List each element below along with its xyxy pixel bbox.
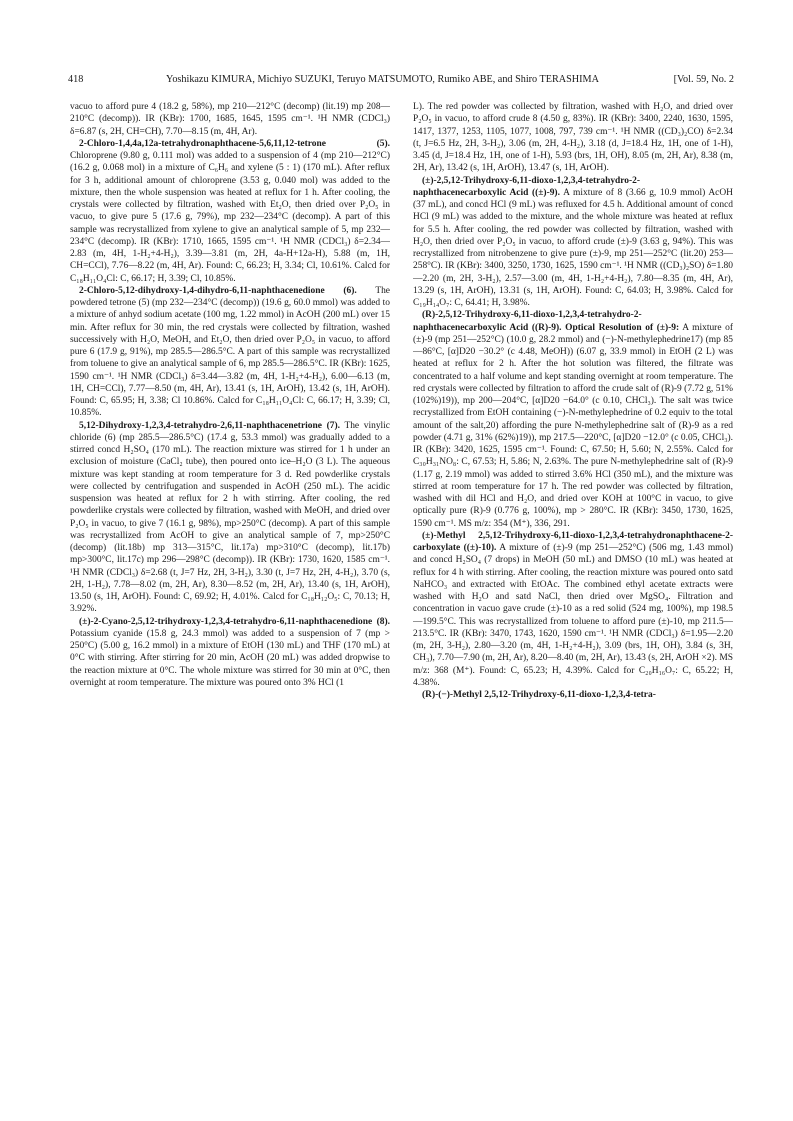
procedure-text: Chloroprene (9.80 g, 0.111 mol) was added to a suspension of 4 (mp 210—212°C) (16.2 g, 0.068 mol) in a mixture of C₆H₆ and xylene (5 : 1) (170 mL). After reflux for 3 h, additional amount of chloroprene (3.53 g, 0.040 mol) was added to the mixture, then the whole suspension was heated at reflux for 1 h. After cooling, the crystals were collected by filtration, washed with Et₂O, then dried over P₂O₅ in vacuo, to give pure 5 (17.6 g, 79%), mp 232—234°C (decomp). A part of this sample was recrystallized from xylene to give an analytical sample of 5, mp 232—234°C (decomp). IR (KBr): 1710, 1665, 1595 cm⁻¹. ¹H NMR (CDCl₃) δ=2.34—2.83 (m, 4H, 1-H₂+4-H₂), 3.39—3.81 (m, 2H, 4a-H+12a-H), 5.88 (m, 1H, CH=CCl), 7.76—8.22 (m, 4H, Ar). Found: C, 66.23; H, 3.34; Cl, 10.61%. Calcd for C₁₈H₁₁O₄Cl: C, 66.17; H, 3.39; Cl, 10.85%. (70, 151, 390, 284)
procedure-paragraph (413, 309, 733, 530)
procedure-text: A mixture of (±)-9 (mp 251—252°C) (506 mg, 1.43 mmol) and concd H₂SO₄ (7 drops) in MeOH (50 mL) and DMSO (10 mL) was heated at reflux for 4 h with stirring. After cooling, the reaction mixture was poured onto satd NaHCO₃ and extracted with EtOAc. The combined ethyl acetate extracts were washed with H₂O and satd NaCl, then dried over MgSO₄. Filtration and concentration in vacuo gave crude (±)-10 as a red solid (524 mg, 100%), mp 198.5—199.5°C. This was recrystallized from toluene to afford pure (±)-10, mp 211.5—213.5°C. IR (KBr): 3470, 1743, 1620, 1590 cm⁻¹. ¹H NMR (CDCl₃) δ=1.95—2.20 (m, 2H, 3-H₂), 2.80—3.20 (m, 4H, 1-H₂+4-H₂), 3.09 (brs, 1H, OH), 3.84 (s, 3H, CH₃), 7.70—7.90 (m, 2H, Ar), 8.20—8.40 (m, 2H, Ar), 13.43 (s, 2H, ArOH ×2). MS m/z: 368 (M⁺). Found: C, 65.23; H, 4.39%. Calcd for C₂₀H₁₆O₇: C, 65.22; H, 4.38%. (413, 543, 733, 688)
right-column (413, 101, 733, 1106)
compound-heading: (±)-Methyl 2,5,12-Trihydroxy-6,11-dioxo-1,2,3,4-tetrahydronaphthacene-2-carboxylate ((±)-10). (413, 530, 733, 553)
procedure-text: A mixture of (±)-9 (mp 251—252°C) (10.0 g, 28.2 mmol) and (−)-N-methylephedrine17) (mp 85—86°C, [α]D20 −30.2° (c 4.48, MeOH)) (6.07 g, 33.9 mmol) in EtOH (2 L) was heated at reflux for 2 h. After the hot solution was filtered, the filtrate was concentrated to a half volume and kept standing overnight at room temperature. The red crystals were collected by filtration to afford the crude salt of (R)-9 (7.72 g, 51% (102%)19)), mp 200—204°C, [α]D20 −64.0° (c 0.10, CHCl₃). The salt was twice recrystallized from EtOH containing (−)-N-methylephedrine of 0.2 equiv to the total amount of the salt,20) affording the pure N-methylephedrine salt of (R)-9 as a red powder (4.71 g, 31% (62%)19)), mp 217.5—220°C, [α]D20 −12.0° (c 0.05, CHCl₃). IR (KBr): 3420, 1625, 1595 cm⁻¹. Found: C, 67.50; H, 5.60; N, 2.55%. Calcd for C₃₀H₃₁NO₈: C, 67.53; H, 5.86; N, 2.63%. The pure N-methylephedrine salt of (R)-9 (1.17 g, 2.19 mmol) was added to stirred 3.6% HCl (350 mL), and the mixture was stirred at room temperature for 17 h. The red powder was collected by filtration, washed with dil HCl and H₂O, and dried over KOH at 100°C in vacuo, to give optically pure (R)-9 (0.776 g, 100%), mp > 280°C. IR (KBr): 3450, 1730, 1625, 1590 cm⁻¹. MS m/z: 354 (M⁺), 336, 291. (413, 322, 733, 529)
procedure-paragraph (413, 530, 733, 689)
compound-heading: (R)-2,5,12-Trihydroxy-6,11-dioxo-1,2,3,4-tetrahydro-2-naphthacenecarboxylic Acid ((R)-9). (413, 310, 642, 333)
page-number: 418 (68, 74, 84, 85)
compound-heading: (±)-2,5,12-Trihydroxy-6,11-dioxo-1,2,3,4-tetrahydro-2-naphthacenecarboxylic Acid ((±)-9). (413, 175, 641, 198)
compound-heading: 2-Chloro-1,4,4a,12a-tetrahydronaphthacene-5,6,11,12-tetrone (5). (79, 138, 390, 149)
procedure-text: A mixture of 8 (3.66 g, 10.9 mmol) AcOH (37 mL), and concd HCl (9 mL) was refluxed for 4.5 h. Additional amount of concd HCl (9 mL) was added to the mixture, and the whole mixture was heated at reflux for 5.5 h. After cooling, the red powder was collected by filtration, washed with H₂O, then dried over P₂O₅ in vacuo, to afford crude (±)-9 (3.63 g, 94%). This was recrystallized from nitrobenzene to give pure (±)-9, mp 251—252°C (lit.20) 253—258°C). IR (KBr): 3400, 3250, 1730, 1625, 1590 cm⁻¹. ¹H NMR ((CD₃)₂SO) δ=1.80—2.20 (m, 2H, 3-H₂), 2.57—3.00 (m, 4H, 1-H₂+4-H₂), 7.80—8.35 (m, 4H, Ar), 13.29 (s, 1H, ArOH), 13.31 (s, 1H, ArOH). Found: C, 64.03; H, 3.98%. Calcd for C₁₉H₁₄O₇: C, 64.41; H, 3.98%. (413, 187, 733, 308)
left-column (70, 101, 390, 1106)
journal-volume-issue: [Vol. 59, No. 2 (673, 74, 734, 85)
procedure-paragraph (70, 616, 390, 690)
subsection-heading: Optical Resolution of (±)-9: (561, 322, 680, 333)
paragraph-continuation: vacuo to afford pure 4 (18.2 g, 58%), mp 210—212°C (decomp) (lit.19) mp 208—210°C (decomp)). IR (KBr): 1700, 1685, 1645, 1595 cm⁻¹. ¹H NMR (CDCl₃) δ=6.87 (s, 2H, CH=CH), 7.70—8.15 (m, 4H, Ar). (70, 102, 390, 137)
compound-heading: (±)-2-Cyano-2,5,12-trihydroxy-1,2,3,4-tetrahydro-6,11-naphthacenedione (8). (79, 616, 390, 627)
procedure-paragraph (413, 689, 733, 701)
procedure-text: The vinylic chloride (6) (mp 285.5—286.5°C) (17.4 g, 53.3 mmol) was gradually added to a stirred concd H₂SO₄ (170 mL). The reaction mixture was stirred for 1 h under an exclusion of moisture (CaCl₂ tube), then poured onto ice–H₂O (3 L). The aqueous mixture was kept standing at room temperature for 3 d. Red powderlike crystals were collected by centrifugation and suspended in AcOH (250 mL). The acidic suspension was heated at reflux for 2 h with stirring. After cooling, the red powderlike crystals were collected by filtration, washed with MeOH, and dried over P₂O₅ in vacuo, to give 7 (16.1 g, 98%), mp>250°C (decomp). A part of this sample was recrystallized from AcOH to give an analytical sample of 7, mp>250°C (decomp) (lit.18b) mp 313—315°C, lit.17a) mp>310°C (decomp), lit.17b) mp>300°C, lit.17c) mp 296—298°C (decomp)). IR (KBr): 1730, 1620, 1585 cm⁻¹. ¹H NMR (CDCl₃) δ=2.68 (t, J=7 Hz, 2H, 3-H₂), 3.30 (t, J=7 Hz, 2H, 4-H₂), 3.70 (s, 2H, 1-H₂), 7.78—8.02 (m, 2H, Ar), 8.30—8.52 (m, 2H, Ar), 13.40 (s, 1H, ArOH), 13.50 (s, 1H, ArOH). Found: C, 69.92; H, 4.01%. Calcd for C₁₈H₁₂O₅: C, 70.13; H, 3.92%. (70, 420, 390, 615)
procedure-paragraph (70, 420, 390, 616)
paragraph-continuation: L). The red powder was collected by filtration, washed with H₂O, and dried over P₂O₅ in vacuo, to afford crude 8 (4.50 g, 83%). IR (KBr): 3400, 2240, 1630, 1595, 1417, 1377, 1253, 1105, 1077, 1008, 797, 739 cm⁻¹. ¹H NMR ((CD₃)₂CO) δ=2.34 (t, J=6.5 Hz, 2H, 3-H₂), 3.06 (m, 2H, 4-H₂), 3.18 (d, J=18.4 Hz, 1H, one of 1-H), 3.45 (d, J=18.4 Hz, 1H, one of 1-H), 5.93 (brs, 1H, OH), 8.05 (m, 2H, Ar), 8.38 (m, 2H, Ar), 13.42 (s, 1H, ArOH), 13.47 (s, 1H, ArOH). (413, 102, 733, 174)
procedure-text: Potassium cyanide (15.8 g, 24.3 mmol) was added to a suspension of 7 (mp > 250°C) (5.00 g, 16.2 mmol) in a mixture of EtOH (130 mL) and THF (170 mL) at 0°C with stirring. After stirring for 20 min, AcOH (20 mL) was added dropwise to the reaction mixture at 0°C. The whole mixture was stirred for 30 min at 0°C, then overnight at room temperature. The mixture was poured onto 3% HCl (1 (70, 628, 390, 688)
compound-heading: 5,12-Dihydroxy-1,2,3,4-tetrahydro-2,6,11-naphthacenetrione (7). (79, 420, 340, 431)
procedure-paragraph (70, 285, 390, 420)
running-head (68, 73, 734, 87)
compound-heading: 2-Chloro-5,12-dihydroxy-1,4-dihydro-6,11-naphthacenedione (6). (79, 285, 357, 296)
procedure-text: The powdered tetrone (5) (mp 232—234°C (decomp)) (19.6 g, 60.0 mmol) was added to a mixture of anhyd sodium acetate (100 mg, 1.22 mmol) in AcOH (200 mL) over 15 min. After reflux for 30 min, the red crystals were collected by filtration, washed successively with H₂O, MeOH, and Et₂O, then dried over P₂O₅ in vacuo, to afford pure 6 (17.9 g, 91%), mp 285.5—286.5°C. A part of this sample was recrystallized from toluene to give an analytical sample of 6, mp 285.5—286.5°C. IR (KBr): 1625, 1590 cm⁻¹. ¹H NMR (CDCl₃) δ=3.44—3.82 (m, 4H, 1-H₂+4-H₂), 6.00—6.13 (m, 1H, CH=CCl), 7.77—8.50 (m, 4H, Ar), 13.41 (s, 1H, ArOH), 13.42 (s, 1H, ArOH). Found: C, 65.95; H, 3.38; Cl 10.86%. Calcd for C₁₈H₁₁O₄Cl: C, 66.17; H, 3.39; Cl, 10.85%. (70, 285, 390, 419)
procedure-paragraph (70, 138, 390, 285)
procedure-paragraph (413, 175, 733, 310)
compound-heading: (R)-(−)-Methyl 2,5,12-Trihydroxy-6,11-dioxo-1,2,3,4-tetra- (422, 690, 656, 700)
running-head-authors: Yoshikazu KIMURA, Michiyo SUZUKI, Teruyo MATSUMOTO, Rumiko ABE, and Shiro TERASHIMA (166, 74, 599, 85)
